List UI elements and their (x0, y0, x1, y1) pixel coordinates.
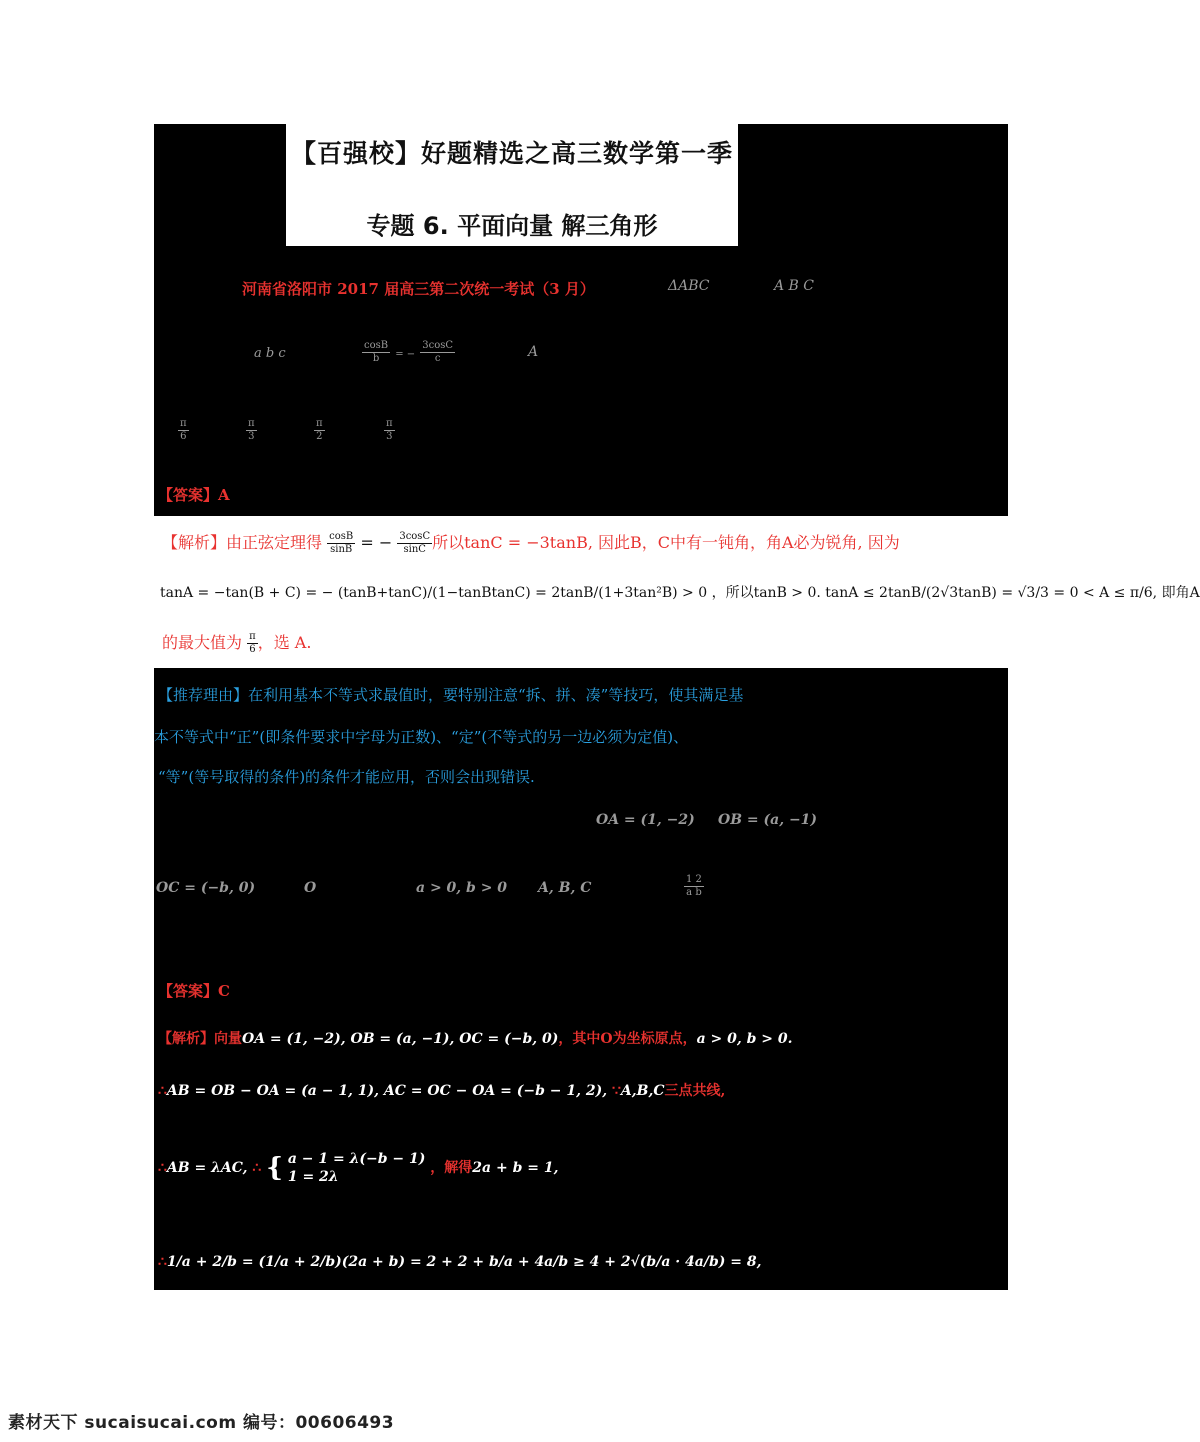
analysis-1-line-2: tanA = −tan(B + C) = − (tanB+tanC)/(1−tanBtanC) = 2tanB/(1+3tan²B) > 0 ，所以tanB > 0. tanA ≤ 2tanB/(2√3tanB) = √3/3 = 0 < A ≤ π/6, 即角A (160, 585, 1200, 601)
analysis-1-line-3: 的最大值为 $\frac{\pi}{6}$ ，选 A. (162, 631, 312, 655)
title-box (286, 124, 738, 246)
analysis-2-line-2: ∴AB = OB − OA = (a − 1, 1), AC = OC − OA = (−b − 1, 2), ∵A,B,C三点共线, (158, 1083, 726, 1099)
q1-answer: 【答案】A (158, 486, 230, 504)
q2-expression: $\frac{1 2}{\text{a b}}$ (686, 874, 702, 898)
document-title: 【百强校】好题精选之高三数学第一季 (290, 139, 733, 168)
reason-line-2: 本不等式中“正”(即条件要求中字母为正数)、“定”(不等式的另一边必须为定值)、 (154, 728, 689, 746)
document-subtitle: 专题 6. 平面向量 解三角形 (366, 212, 658, 240)
q1-option-a: $\frac{\pi}{6}$ (180, 418, 187, 442)
analysis-1-line-1: 【解析】由正弦定理得 $\frac{\cos B}{\sin B}$ = − $\frac{3\cos C}{\sin C}$ 所以tanC = −3tanB, 因此B，C中有一钝角，角A必为锐角, 因为 (162, 531, 900, 555)
reason-line-3: “等”(等号取得的条件)的条件才能应用，否则会出现错误. (158, 768, 535, 786)
q2-vec-ob: OB = (a, −1) (718, 812, 818, 828)
analysis-2-line-3: ∴AB = λAC, ∴ { a − 1 = λ(−b − 1) 1 = 2λ ，解得2a + b = 1, (158, 1151, 559, 1185)
q1-angle: A (528, 344, 539, 360)
q1-vertices: A B C (774, 278, 815, 294)
q2-points: A, B, C (538, 880, 592, 896)
analysis-1-panel (154, 516, 1200, 668)
q2-vec-oa: OA = (1, −2) (596, 812, 695, 828)
q1-option-d: $\frac{\pi}{3}$ (386, 418, 393, 442)
q2-answer: 【答案】C (158, 982, 230, 1000)
q1-source: 河南省洛阳市 2017 届高三第二次统一考试（3 月） (242, 280, 595, 298)
analysis-2-line-4: ∴1/a + 2/b = (1/a + 2/b)(2a + b) = 2 + 2 + b/a + 4a/b ≥ 4 + 2√(b/a · 4a/b) = 8, (158, 1254, 762, 1270)
q1-option-b: $\frac{\pi}{3}$ (248, 418, 255, 442)
q1-condition: $\frac{\cos B}{b}$ = − $\frac{3\cos C}{c}$ (364, 340, 454, 364)
reason-line-1: 【推荐理由】在利用基本不等式求最值时，要特别注意“拆、拼、凑”等技巧，使其满足基 (158, 686, 744, 704)
q2-condition: a > 0, b > 0 (416, 880, 508, 896)
q2-vec-oc: OC = (−b, 0) (156, 880, 256, 896)
analysis-2-line-1: 【解析】向量OA = (1, −2), OB = (a, −1), OC = (−b, 0)，其中O为坐标原点，a > 0, b > 0. (158, 1031, 793, 1047)
q2-origin: O (304, 880, 317, 896)
q1-sides: a b c (254, 346, 286, 361)
document-page (154, 124, 1200, 1290)
q1-triangle: ΔABC (668, 278, 710, 294)
watermark: 素材天下 sucaisucai.com 编号：00606493 (8, 1413, 395, 1433)
q1-option-c: $\frac{\pi}{2}$ (316, 418, 323, 442)
